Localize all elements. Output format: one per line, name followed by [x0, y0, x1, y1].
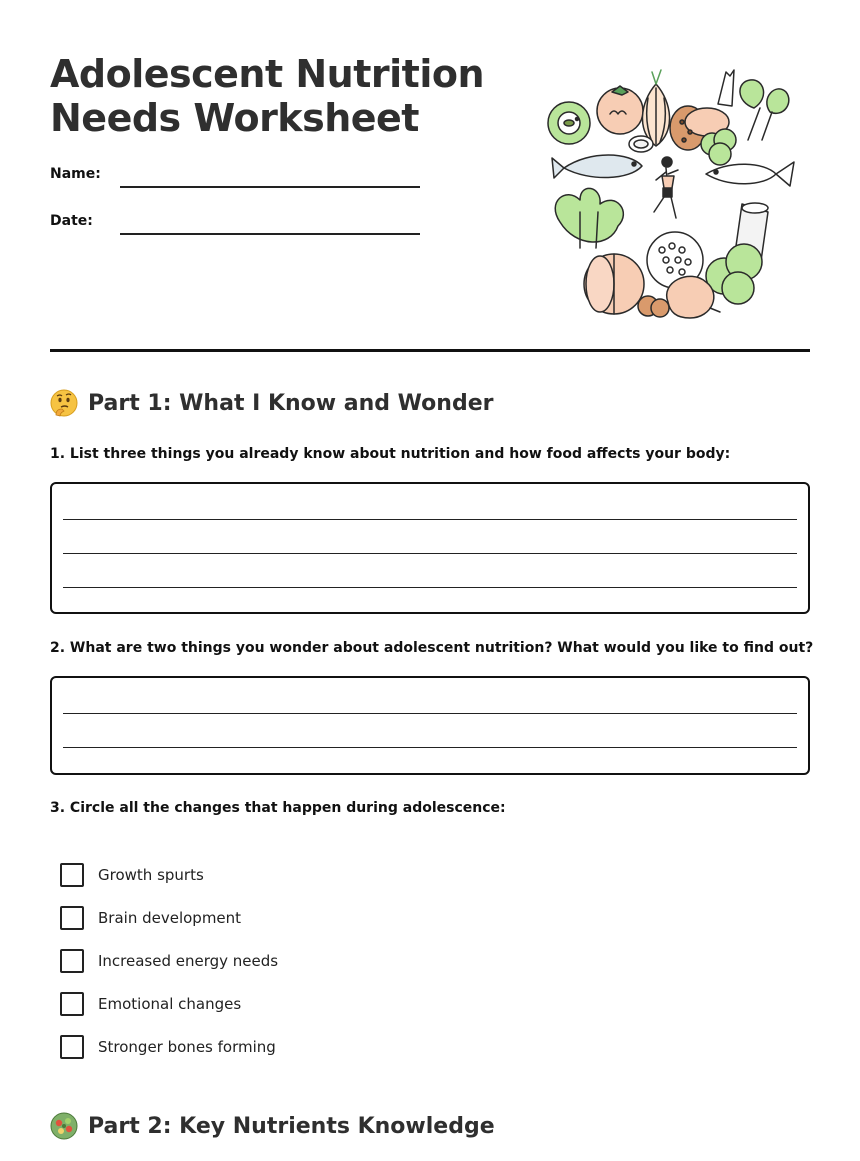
food-illustration [540, 62, 810, 322]
checkbox[interactable] [60, 992, 84, 1016]
question-1: 1. List three things you already know about nutrition and how food affects your body: [50, 446, 731, 462]
lettuce-illustration [555, 188, 623, 248]
question-3: 3. Circle all the changes that happen during adolescence: [50, 800, 506, 816]
answer-line [63, 747, 797, 748]
title-line-2: Needs Worksheet [50, 96, 419, 140]
part1-heading [50, 389, 493, 417]
checkbox[interactable] [60, 863, 84, 887]
answer-line [63, 713, 797, 714]
change-label: Stronger bones forming [98, 1038, 276, 1056]
thinking-face-icon [50, 389, 78, 417]
checkbox[interactable] [60, 1035, 84, 1059]
change-option[interactable] [60, 905, 241, 931]
answer-line [63, 553, 797, 554]
salad-bowl-icon [50, 1112, 78, 1140]
name-field[interactable] [120, 186, 420, 188]
checkbox[interactable] [60, 906, 84, 930]
pumpkin-illustration [584, 254, 644, 314]
date-label: Date: [50, 213, 93, 229]
spinach-illustration [740, 80, 789, 140]
change-label: Emotional changes [98, 995, 242, 1013]
page-title [50, 52, 490, 140]
answer-box-2[interactable] [50, 676, 810, 775]
part2-heading [50, 1112, 495, 1140]
lemon-slice-illustration [629, 136, 653, 152]
change-label: Increased energy needs [98, 952, 279, 970]
change-option[interactable] [60, 948, 278, 974]
checkbox[interactable] [60, 949, 84, 973]
answer-line [63, 587, 797, 588]
garlic-illustration [642, 70, 669, 146]
change-option[interactable] [60, 991, 241, 1017]
kiwi-illustration [548, 102, 590, 144]
tomato-illustration [597, 86, 643, 134]
change-option[interactable] [60, 862, 204, 888]
change-label: Brain development [98, 909, 242, 927]
title-line-1: Adolescent Nutrition [50, 52, 485, 96]
broccoli-illustration [701, 129, 736, 165]
change-option[interactable] [60, 1034, 276, 1060]
fish-left-illustration [552, 155, 642, 178]
change-label: Growth spurts [98, 866, 204, 884]
part2-title: Part 2: Key Nutrients Knowledge [88, 1113, 495, 1139]
answer-box-1[interactable] [50, 482, 810, 614]
name-label: Name: [50, 166, 101, 182]
date-field[interactable] [120, 233, 420, 235]
header-divider [50, 349, 810, 352]
question-2: 2. What are two things you wonder about adolescent nutrition? What would you like to find out? [50, 640, 814, 656]
runner-illustration [654, 157, 678, 218]
part1-title: Part 1: What I Know and Wonder [88, 390, 494, 416]
answer-line [63, 519, 797, 520]
walnut-illustration [638, 296, 669, 317]
drumstick-illustration [718, 70, 734, 106]
